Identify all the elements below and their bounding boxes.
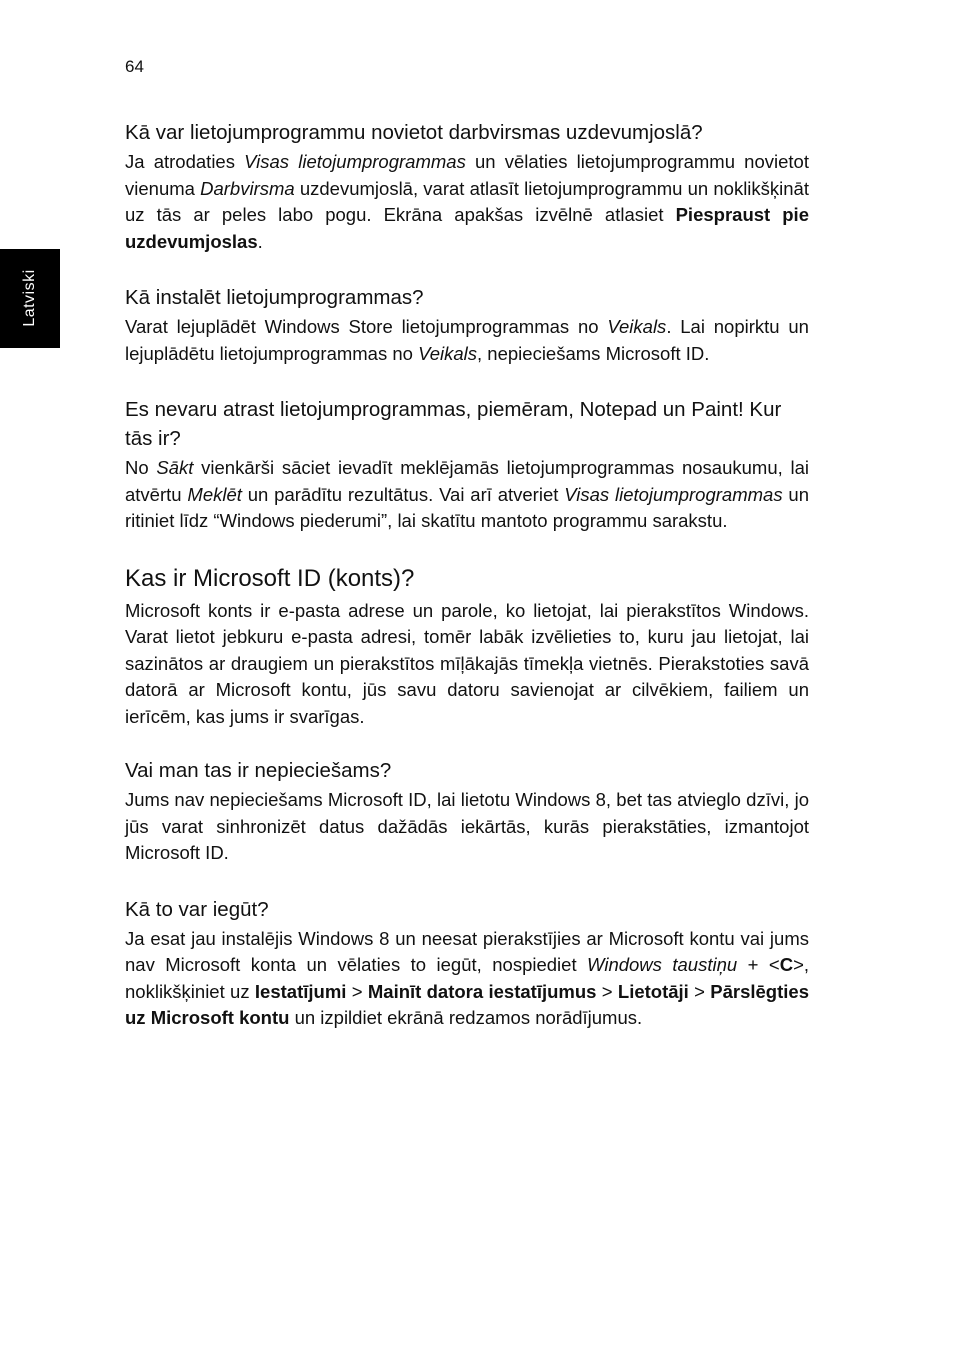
text-run: Varat lejuplādēt Windows Store lietojumprogrammas no — [125, 316, 608, 337]
italic-text: Darbvirsma — [200, 177, 295, 199]
text-run: un parādītu rezultātus. Vai arī atveriet — [241, 483, 565, 505]
text-run: > — [346, 980, 368, 1002]
faq-block — [125, 283, 809, 367]
section-heading: Kas ir Microsoft ID (konts)? — [125, 564, 415, 592]
text-run: . Lai nopirktu un lejuplādētu lietojumprogrammas no — [125, 316, 809, 364]
italic-text: Veikals — [418, 342, 478, 364]
bold-text: Pārslēgties uz Microsoft kontu — [125, 980, 809, 1028]
text-run: un ritiniet līdz “Windows piederumi”, lai skatītu mantoto programmu sarakstu. — [125, 483, 809, 531]
bold-text: Lietotāji — [617, 980, 689, 1002]
question-heading: Es nevaru atrast lietojumprogrammas, piemēram, Notepad un Paint! Kur tās ir? — [125, 398, 782, 450]
page-number: 64 — [125, 57, 144, 76]
text-run: . — [257, 230, 263, 252]
italic-text: Visas lietojumprogrammas — [564, 483, 783, 505]
faq-block — [125, 395, 809, 535]
italic-text: Visas lietojumprogrammas — [244, 151, 466, 172]
text-run: Jums nav nepieciešams Microsoft ID, lai lietotu Windows 8, bet tas atvieglo dzīvi, jo jūs varat sinhronizēt datus dažādās iekārtās, kurās pierakstāties, izmantojot Microsoft ID. — [125, 789, 809, 863]
text-run: >, noklikšķiniet uz — [125, 954, 810, 1002]
language-tab-label: Latviski — [21, 269, 38, 327]
text-run: un vēlaties lietojumprogrammu novietot vienuma — [125, 151, 809, 199]
question-heading: Kā var lietojumprogrammu novietot darbvirsmas uzdevumjoslā? — [125, 121, 703, 144]
italic-text: Veikals — [607, 316, 667, 337]
bold-text: C — [779, 954, 794, 975]
question-heading: Kā instalēt lietojumprogrammas? — [125, 286, 424, 309]
text-run: > — [596, 980, 618, 1002]
bold-text: Piespraust pie uzdevumjoslas — [125, 204, 809, 252]
text-run: Microsoft konts ir e-pasta adrese un parole, ko lietojat, lai pierakstītos Windows. Varat lietot jebkuru e-pasta adresi, tomēr labāk izvēlieties to, kuru jau lietojat, lai sazinātos ar draugiem un pierakstītos mīļākajās tīmekļa vietnēs. Pierakstoties savā datorā ar Microsoft kontu, jūs savu datoru savienojat ar cilvēkiem, failiem un ierīcēm, kas jums ir svarīgas. — [125, 599, 809, 727]
faq-block — [125, 895, 809, 1032]
body-paragraph — [125, 149, 809, 255]
language-tab — [0, 249, 60, 348]
body-paragraph — [125, 455, 809, 535]
text-run: Ja atrodaties — [125, 151, 245, 172]
text-run: un izpildiet ekrānā redzamos norādījumus. — [289, 1007, 643, 1028]
text-run: vienkārši sāciet ievadīt meklējamās lietojumprogrammas nosaukumu, lai atvērtu — [125, 457, 809, 505]
faq-block — [125, 756, 809, 867]
bold-text: Iestatījumi — [254, 980, 347, 1002]
body-paragraph — [125, 314, 809, 367]
text-run: Ja esat jau instalējis Windows 8 un neesat pierakstījies ar Microsoft kontu vai jums nav Microsoft konta un vēlaties to iegūt, nospiediet — [125, 927, 809, 975]
text-run: + < — [737, 954, 780, 975]
text-run: uzdevumjoslā, varat atlasīt lietojumprogrammu un noklikšķināt uz tās ar peles labo pogu. Ekrāna apakšas izvēlnē atlasiet — [125, 177, 809, 225]
faq-block — [125, 563, 809, 731]
text-run: No — [125, 457, 157, 478]
question-heading: Kā to var iegūt? — [125, 897, 269, 921]
italic-text: Windows taustiņu — [587, 954, 738, 975]
question-heading: Vai man tas ir nepieciešams? — [125, 759, 392, 782]
italic-text: Meklēt — [187, 483, 242, 505]
bold-text: Mainīt datora iestatījumus — [367, 980, 597, 1002]
text-run: , nepieciešams Microsoft ID. — [477, 342, 710, 364]
body-paragraph — [125, 926, 809, 1032]
body-paragraph — [125, 787, 809, 867]
text-run: > — [688, 980, 711, 1002]
document-body — [125, 118, 809, 1060]
italic-text: Sākt — [156, 457, 194, 478]
faq-block — [125, 118, 809, 255]
body-paragraph — [125, 598, 809, 731]
